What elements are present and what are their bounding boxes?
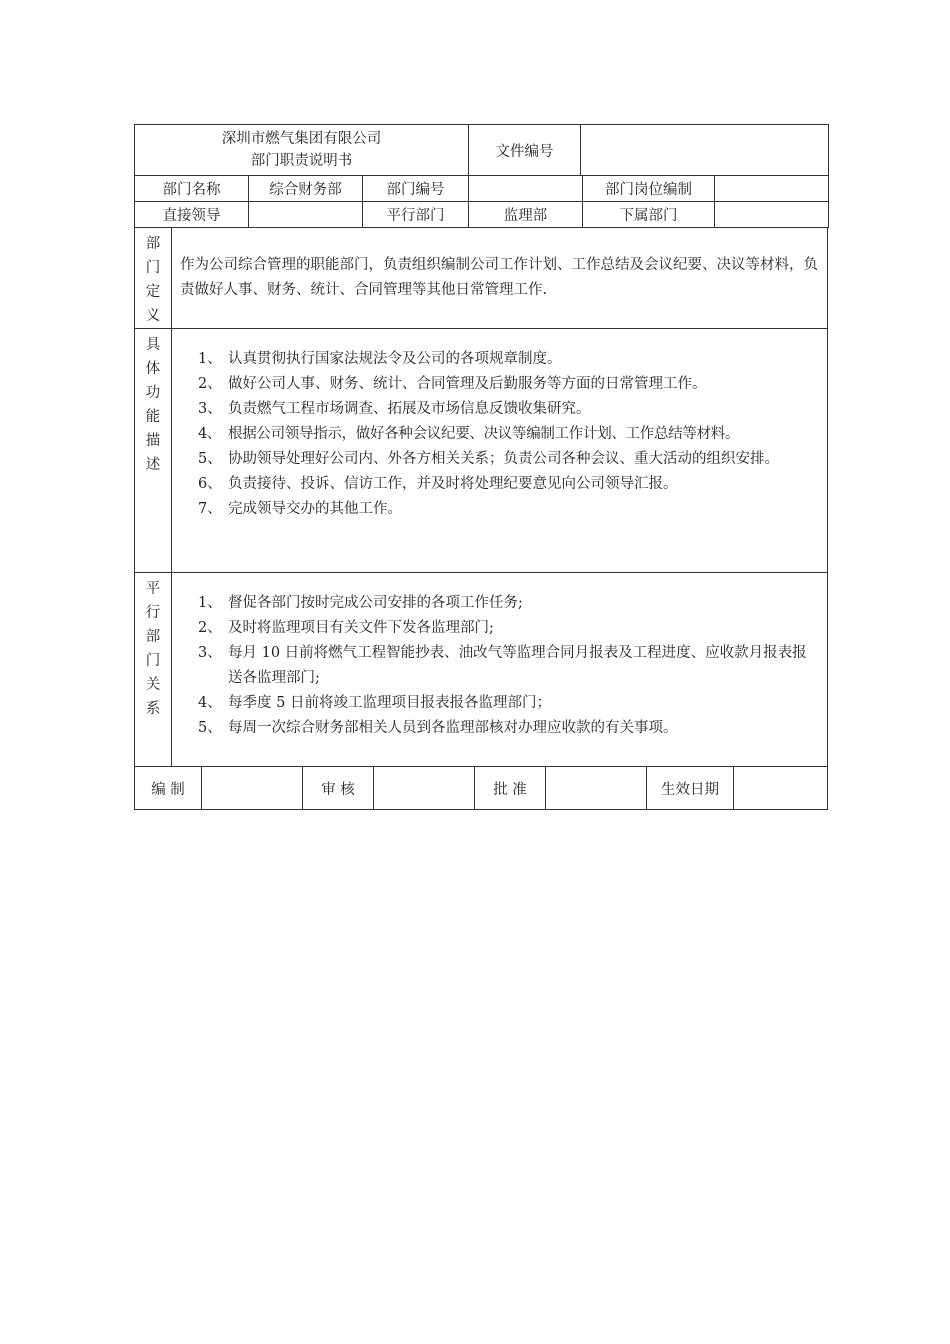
functions-label — [135, 329, 172, 573]
definition-text: 作为公司综合管理的职能部门，负责组织编制公司工作计划、工作总结及会议纪要、决议等材料，负责做好人事、财务、统计、合同管理等其他日常管理工作. — [172, 228, 828, 329]
list-item: 4、 根据公司领导指示，做好各种会议纪要、决议等编制工作计划、工作总结等材料。 — [198, 426, 740, 442]
effective-date-label: 生效日期 — [647, 767, 734, 810]
sub-dept-value[interactable] — [715, 202, 829, 228]
staffing-value[interactable] — [715, 176, 829, 202]
leader-value[interactable] — [249, 202, 363, 228]
relations-list — [180, 591, 819, 741]
document-type: 部门职责说明书 — [250, 153, 353, 169]
review-label: 审 核 — [303, 767, 374, 810]
list-item: 7、 完成领导交办的其他工作。 — [198, 501, 402, 517]
label-char: 部 — [145, 629, 161, 645]
dept-code-value[interactable] — [469, 176, 583, 202]
label-char: 描 — [145, 433, 161, 449]
dept-name-value: 综合财务部 — [249, 176, 363, 202]
review-value[interactable] — [374, 767, 475, 810]
label-char: 定 — [145, 284, 161, 300]
label-char: 述 — [145, 457, 161, 473]
label-char: 关 — [145, 677, 161, 693]
compile-label: 编 制 — [135, 767, 202, 810]
list-item: 5、 每周一次综合财务部相关人员到各监理部核对办理应收款的有关事项。 — [198, 720, 678, 736]
parallel-dept-value: 监理部 — [469, 202, 583, 228]
signoff-table — [134, 766, 828, 810]
info-table — [134, 175, 829, 228]
label-char: 门 — [145, 260, 161, 276]
list-item: 6、 负责接待、投诉、信访工作，并及时将处理纪要意见向公司领导汇报。 — [198, 476, 678, 492]
header-table — [134, 124, 829, 176]
file-no-value[interactable] — [581, 125, 829, 176]
content-table — [134, 227, 828, 767]
functions-list — [180, 347, 819, 522]
parallel-dept-label: 平行部门 — [363, 202, 469, 228]
label-char: 门 — [145, 653, 161, 669]
label-char: 功 — [145, 385, 161, 401]
dept-code-label: 部门编号 — [363, 176, 469, 202]
label-char: 体 — [145, 361, 161, 377]
sub-dept-label: 下属部门 — [583, 202, 715, 228]
list-item: 2、 及时将监理项目有关文件下发各监理部门; — [198, 620, 494, 636]
label-char: 能 — [145, 409, 161, 425]
approve-label: 批 准 — [475, 767, 546, 810]
label-char: 具 — [145, 337, 161, 353]
list-item: 3、 负责燃气工程市场调查、拓展及市场信息反馈收集研究。 — [198, 401, 591, 417]
duty-document — [134, 124, 828, 810]
dept-name-label: 部门名称 — [135, 176, 249, 202]
label-char: 系 — [145, 701, 161, 717]
label-char: 义 — [145, 308, 161, 324]
list-item: 5、 协助领导处理好公司内、外各方相关关系；负责公司各种会议、重大活动的组织安排。 — [198, 451, 779, 467]
list-item: 1、 认真贯彻执行国家法规法令及公司的各项规章制度。 — [198, 351, 562, 367]
list-item: 2、 做好公司人事、财务、统计、合同管理及后勤服务等方面的日常管理工作。 — [198, 376, 707, 392]
list-item: 4、 每季度 5 日前将竣工监理项目报表报各监理部门； — [198, 695, 551, 711]
label-char: 平 — [145, 581, 161, 597]
approve-value[interactable] — [546, 767, 647, 810]
list-item: 3、 每月 10 日前将燃气工程智能抄表、油改气等监理合同月报表及工程进度、应收款月报表报送各监理部门; — [198, 645, 807, 686]
compile-value[interactable] — [202, 767, 303, 810]
definition-label — [135, 228, 172, 329]
leader-label: 直接领导 — [135, 202, 249, 228]
list-item: 1、 督促各部门按时完成公司安排的各项工作任务; — [198, 595, 523, 611]
file-no-label: 文件编号 — [469, 125, 581, 176]
relations-label — [135, 573, 172, 767]
functions-content — [172, 329, 828, 573]
label-char: 行 — [145, 605, 161, 621]
label-char: 部 — [145, 236, 161, 252]
effective-date-value[interactable] — [734, 767, 828, 810]
staffing-label: 部门岗位编制 — [583, 176, 715, 202]
company-name: 深圳市燃气集团有限公司 — [221, 131, 382, 147]
document-title-cell — [135, 125, 469, 176]
relations-content — [172, 573, 828, 767]
